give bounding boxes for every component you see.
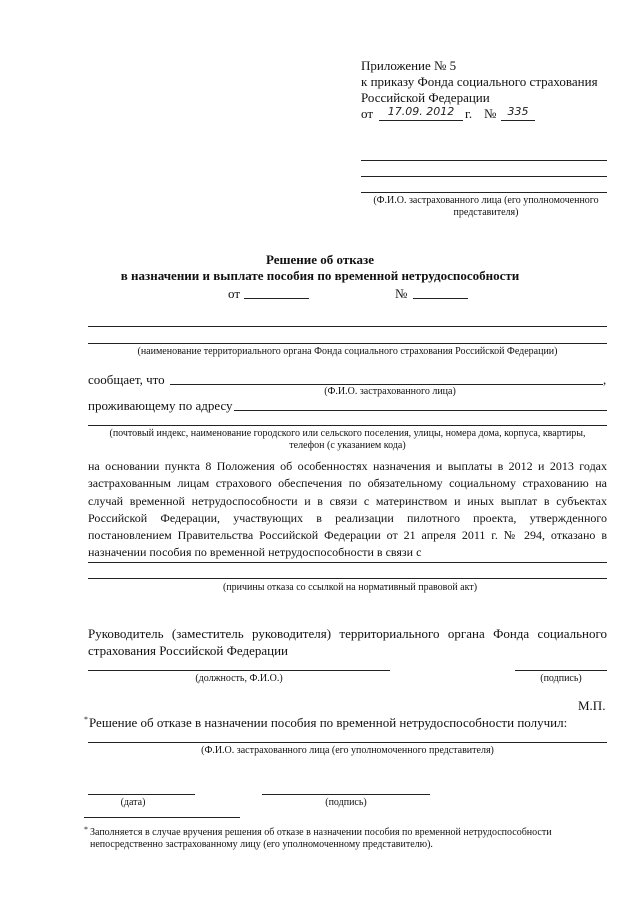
address-line-2 (88, 425, 607, 426)
appendix-date-value: 17.09. 2012 (387, 105, 455, 118)
recipient-caption: (Ф.И.О. застрахованного лица (его уполномоченного представителя) (373, 195, 599, 218)
appendix-from-label: от (361, 106, 374, 121)
org-line-2 (88, 343, 607, 344)
org-caption: (наименование территориального органа Фонда социального страхования Российской Федерации) (137, 346, 558, 357)
head-position-line (88, 670, 390, 671)
title-date-line (244, 298, 309, 299)
receipt-fio-caption: (Ф.И.О. застрахованного лица (его уполномоченного представителя) (201, 745, 494, 756)
basis-paragraph: на основании пункта 8 Положения об особенностях назначения и выплаты в 2012 и 2013 годах застрахованным лицам страхового обеспечения по обязательному социальному страхованию на случай временной нетрудоспособности и в связи с материнством и иных выплат в субъектах Российской Федерации, участвующих в реализации пилотного проекта, утвержденного постановлением Правительства Российской Федерации от 21 апреля 2011 г. № 294, отказано в назначении пособия по временной нетрудоспособности в связи с (88, 459, 607, 560)
receipt-sign-line (262, 794, 430, 795)
address-line-1 (234, 410, 607, 411)
receipt-date-line (88, 794, 195, 795)
reason-line-2 (88, 578, 607, 579)
address-label: проживающему по адресу (88, 398, 233, 413)
footnote-separator (84, 817, 240, 818)
footnote-mark: * (84, 825, 88, 834)
recipient-line-1 (361, 160, 607, 161)
receipt-fio-line (88, 742, 607, 743)
informs-label: сообщает, что (88, 372, 165, 387)
title-number-line (413, 298, 468, 299)
recipient-line-2 (361, 176, 607, 177)
receipt-date-caption: (дата) (120, 797, 146, 808)
org-line-1 (88, 326, 607, 327)
appendix-date-row (361, 106, 541, 122)
receipt-footnote-mark: * (84, 715, 88, 724)
recipient-line-3 (361, 192, 607, 193)
stamp-place: М.П. (578, 698, 606, 713)
head-sign-line (515, 670, 607, 671)
reason-caption: (причины отказа со ссылкой на нормативный правовой акт) (222, 582, 478, 593)
appendix-title: Приложение № 5 (361, 58, 457, 73)
appendix-number-label: № (484, 106, 497, 121)
receipt-text: Решение об отказе в назначении пособия по временной нетрудоспособности получил: (89, 715, 568, 730)
appendix-year-suffix: г. (465, 106, 473, 121)
doc-title: Решение об отказе (265, 252, 375, 267)
appendix-header (361, 58, 598, 106)
appendix-order-line: к приказу Фонда социального страхования (361, 74, 598, 89)
address-caption: (почтовый индекс, наименование городского или сельского поселения, улицы, номера дома, корпуса, квартиры, телефон (с указанием кода) (109, 428, 586, 451)
receipt-sign-caption: (подпись) (325, 797, 367, 808)
reason-line-1 (88, 562, 607, 563)
doc-subtitle: в назначении и выплате пособия по временной нетрудоспособности (120, 268, 520, 283)
appendix-date-underline (379, 120, 463, 121)
title-number-label: № (395, 286, 408, 301)
appendix-federation-line: Российской Федерации (361, 90, 490, 105)
informs-fio-line (170, 384, 603, 385)
appendix-number-underline (501, 120, 535, 121)
informs-comma: , (603, 372, 607, 387)
head-position-caption: (должность, Ф.И.О.) (195, 673, 283, 684)
head-text: Руководитель (заместитель руководителя) территориального органа Фонда социального страхования Российской Федерации (88, 626, 607, 658)
appendix-number-value: 335 (507, 105, 529, 118)
footnote-text: Заполняется в случае вручения решения об отказе в назначении пособия по временной нетрудоспособности непосредственно застрахованному лицу (его уполномоченному представителю). (90, 827, 552, 850)
head-sign-caption: (подпись) (540, 673, 582, 684)
fio-caption: (Ф.И.О. застрахованного лица) (324, 386, 456, 397)
title-from-label: от (228, 286, 241, 301)
